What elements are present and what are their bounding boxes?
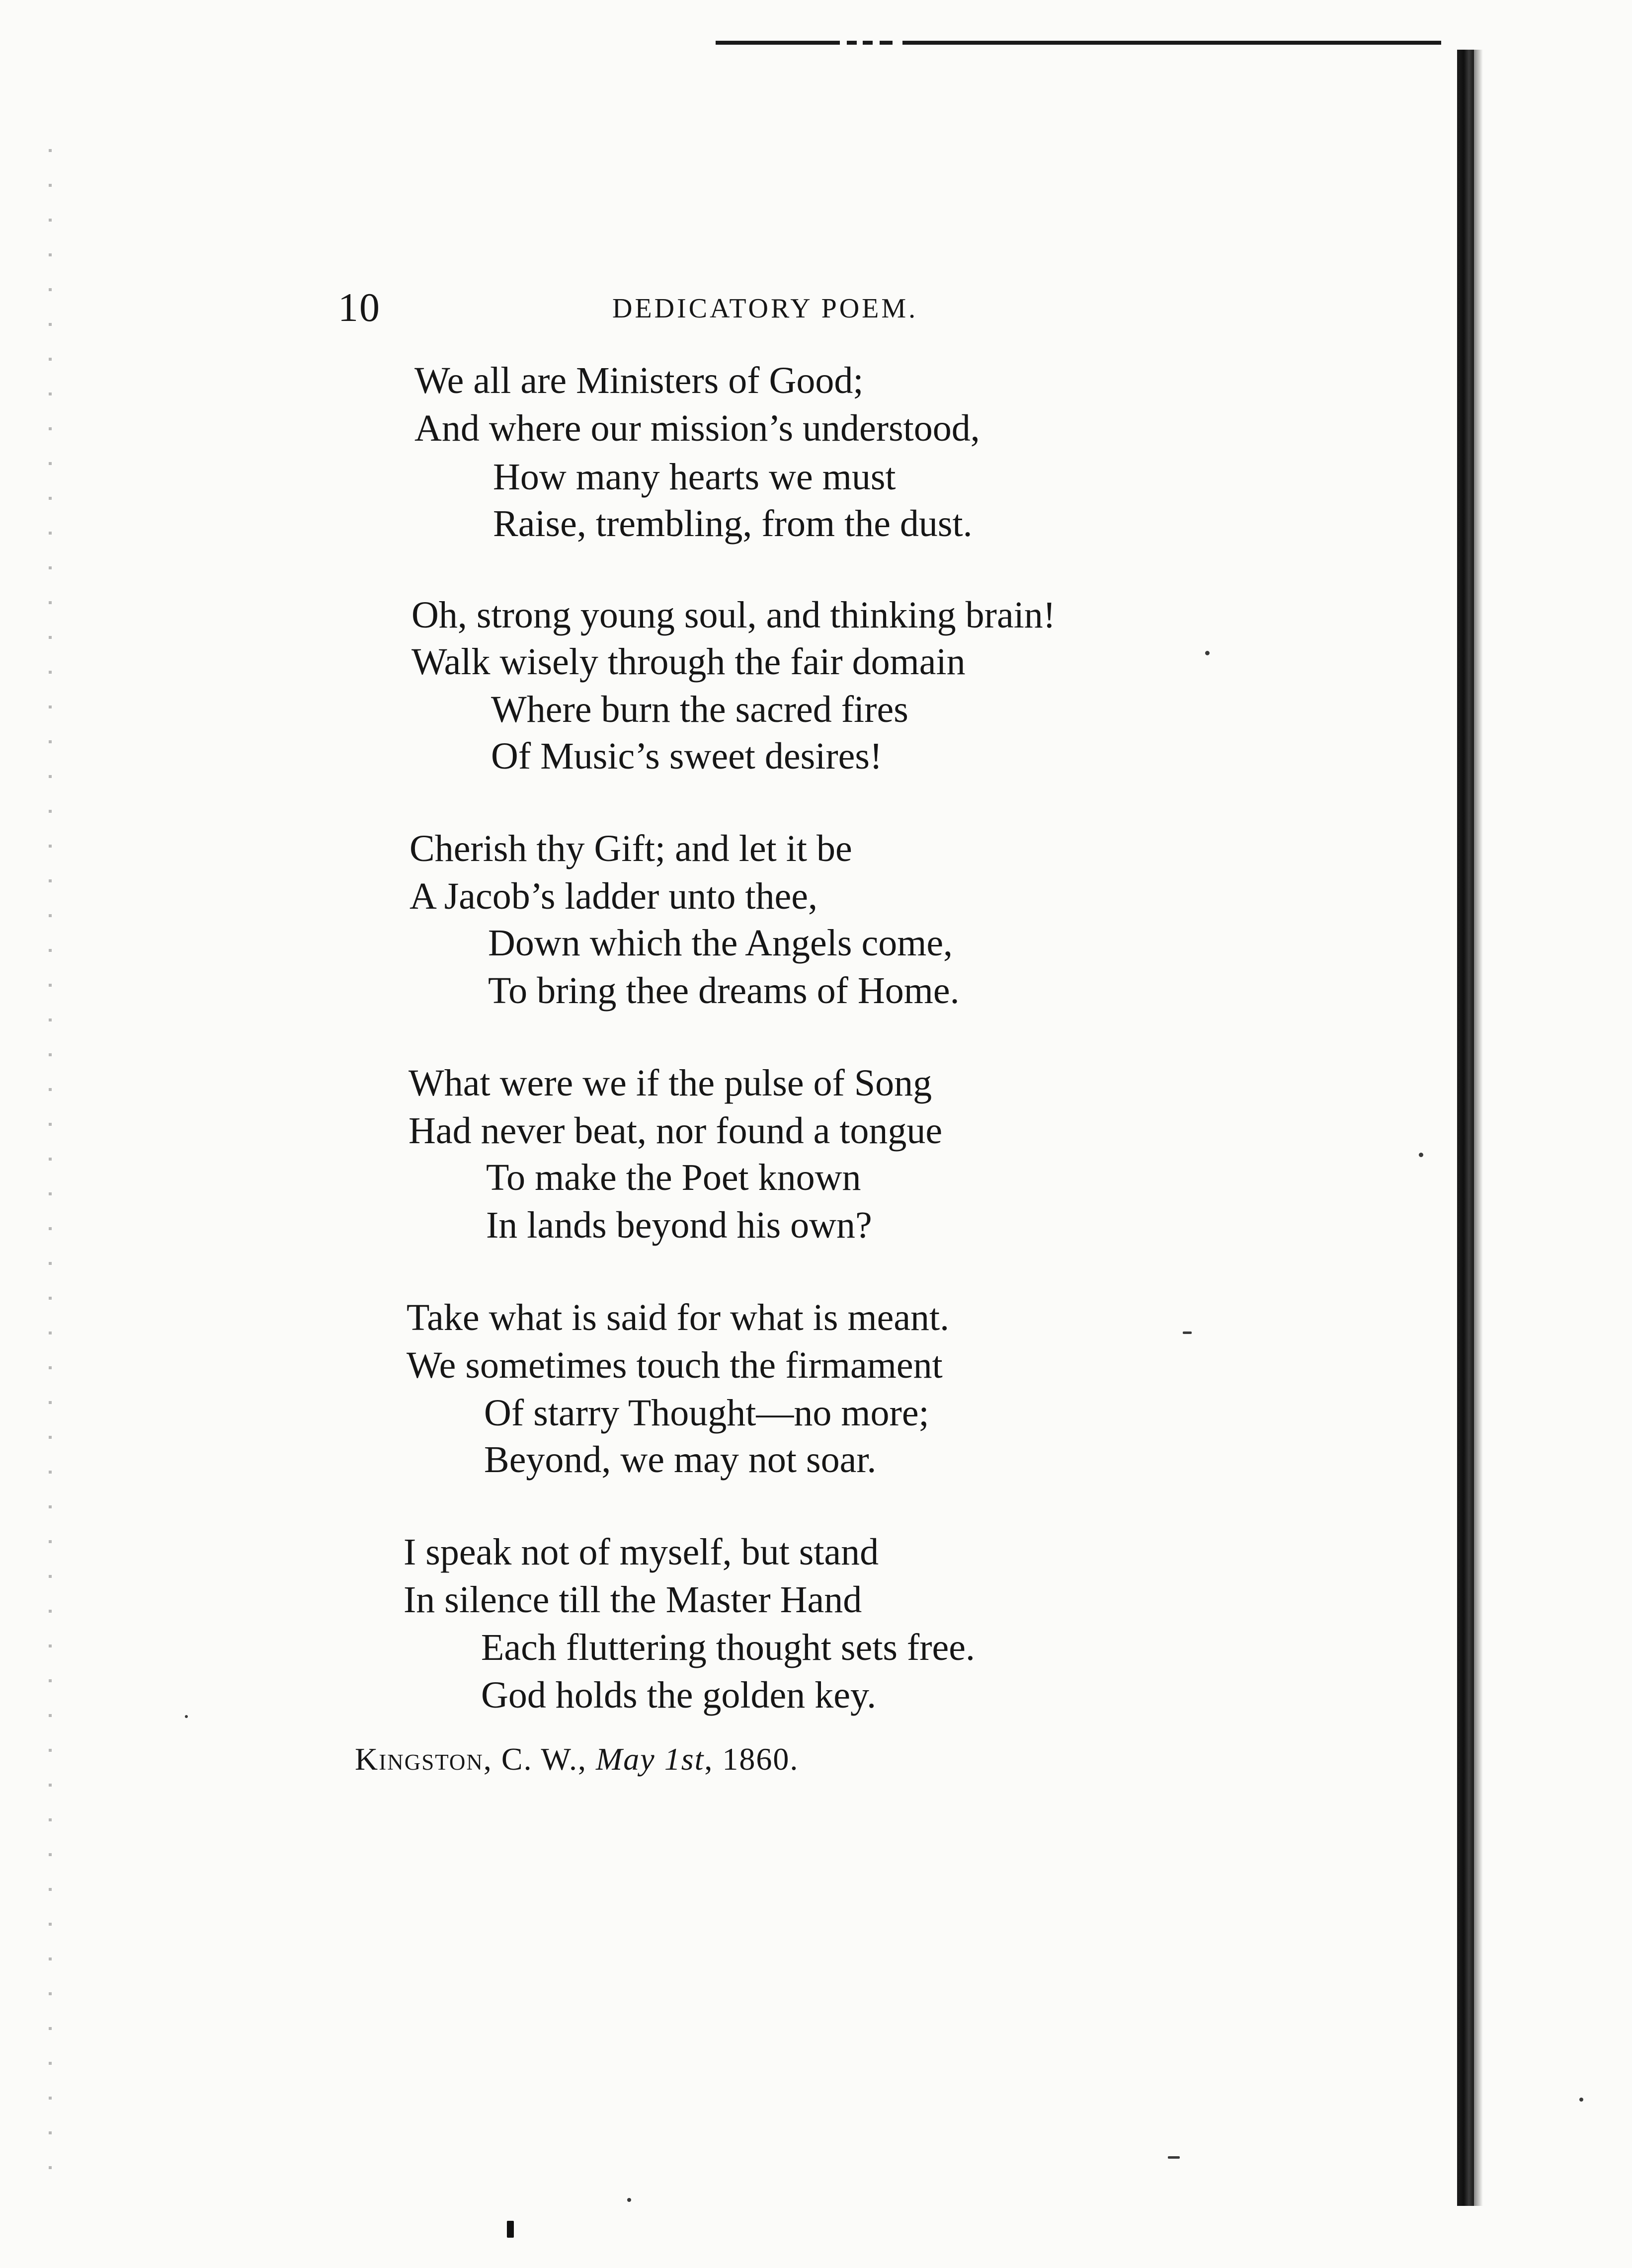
dateline-date: May 1st	[595, 1741, 705, 1777]
scan-edge-gap	[840, 41, 847, 45]
poem-line: Raise, trembling, from the dust.	[493, 503, 973, 545]
poem-line: We sometimes touch the firmament	[407, 1344, 943, 1386]
dateline-year: , 1860.	[704, 1741, 799, 1777]
poem-line: To make the Poet known	[486, 1157, 861, 1198]
left-margin-specks	[49, 149, 52, 2186]
poem-line: Walk wisely through the fair domain	[411, 641, 966, 683]
poem-line: Each fluttering thought sets free.	[481, 1627, 976, 1668]
running-title: DEDICATORY POEM.	[612, 293, 918, 324]
poem-line: Where burn the sacred fires	[491, 689, 908, 730]
running-head	[0, 285, 1632, 330]
page-binding-edge	[1457, 50, 1474, 2206]
poem-line: Cherish thy Gift; and let it be	[409, 828, 852, 869]
dust-speck	[185, 1715, 188, 1718]
page-number: 10	[338, 285, 381, 330]
poem-line: Beyond, we may not soar.	[484, 1439, 877, 1481]
poem-line: Of starry Thought—no more;	[484, 1392, 929, 1434]
scan-edge-gap	[893, 41, 902, 45]
poem-line: In lands beyond his own?	[486, 1204, 872, 1246]
dateline	[355, 1737, 799, 1782]
dust-speck	[1205, 651, 1210, 655]
poem-line: To bring thee dreams of Home.	[488, 970, 960, 1012]
poem-line: Oh, strong young soul, and thinking brain!	[411, 594, 1056, 636]
dust-speck	[627, 2198, 631, 2202]
dateline-place: Kingston	[355, 1741, 484, 1777]
poem-line: Down which the Angels come,	[488, 922, 953, 964]
poem-line: God holds the golden key.	[481, 1674, 877, 1716]
poem-line: Take what is said for what is meant.	[407, 1297, 950, 1338]
poem-line: Had never beat, nor found a tongue	[408, 1110, 943, 1152]
dust-speck	[1183, 1331, 1192, 1334]
dust-speck	[1168, 2156, 1180, 2159]
poem-line: We all are Ministers of Good;	[414, 360, 864, 401]
poem-line: I speak not of myself, but stand	[404, 1531, 879, 1573]
dust-speck	[1419, 1153, 1423, 1157]
poem-line: How many hearts we must	[493, 456, 896, 498]
dust-speck	[507, 2221, 514, 2238]
scan-edge-gap	[873, 41, 880, 45]
scan-edge-gap	[857, 41, 863, 45]
poem-line: Of Music’s sweet desires!	[491, 735, 883, 777]
dateline-region: , C. W.,	[483, 1741, 596, 1777]
poem-line: What were we if the pulse of Song	[408, 1062, 932, 1104]
poem-line: And where our mission’s understood,	[414, 407, 980, 449]
poem-line: A Jacob’s ladder unto thee,	[409, 875, 818, 917]
poem-line: In silence till the Master Hand	[404, 1579, 862, 1621]
scan-edge-top	[716, 41, 1441, 45]
dust-speck	[1579, 2098, 1583, 2102]
page-binding-shadow	[1474, 50, 1483, 2206]
